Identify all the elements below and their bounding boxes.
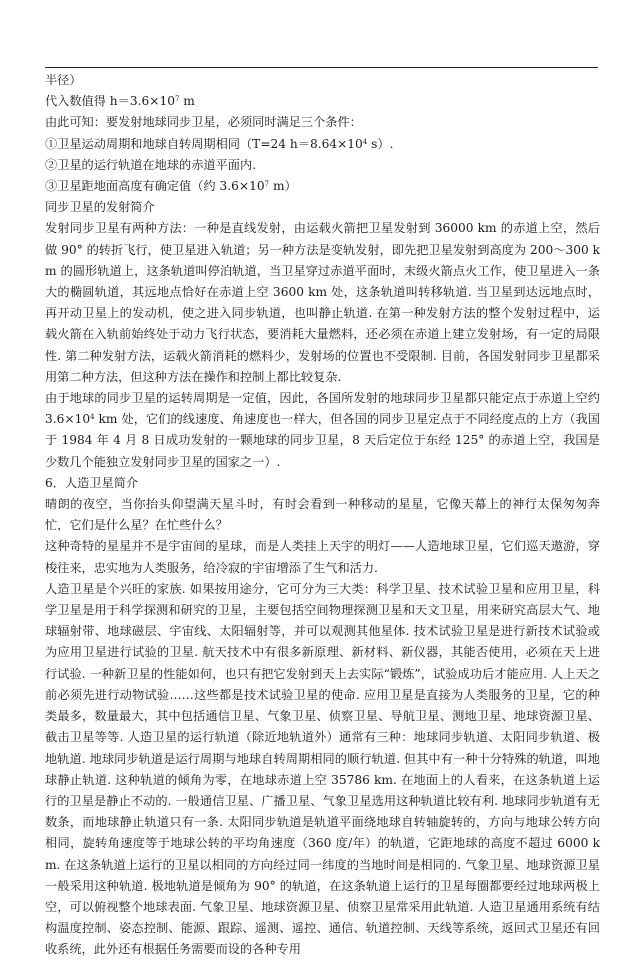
condition-item-2: ②卫星的运行轨道在地球的赤道平面内.	[45, 157, 257, 172]
text-line: 由此可知：要发射地球同步卫星，必须同时满足三个条件：	[45, 115, 362, 130]
formula-line: 代入数值得 $h=3.6\times 10^7$ m	[45, 94, 195, 109]
section-heading: 同步卫星的发射简介	[45, 200, 155, 215]
section-heading: 6．人造卫星简介	[45, 475, 139, 490]
condition-item-3: ③卫星距地面高度有确定值（约 $3.6\times 10^7$ m）	[45, 179, 297, 194]
paragraph-satellite-family: 人造卫星是个兴旺的家族. 如果按用途分，它可分为三大类：科学卫星、技术试验卫星和应用卫星，科学卫星是用于科学探测和研究的卫星，主要包括空间物理探测卫星和天文卫星，用来研究高层大气、地球辐射带、地球磁层、宇宙线、太阳辐射等，并可以观测其他星体. 技术试验卫星是进行新技术试验或为应用卫星进行试验的卫星. 航天技术中有很多新原理、新材料、新仪器，其能否使用，必须在天上进行试验. 一种新卫星的性能如何，也只有把它发射到天上去实际“锻炼”，试验成功后才能应用. 人上天之前必须先进行动物试验……这些都是技术试验卫星的使命. 应用卫星是直接为人类服务的卫星，它的种类最多，数量最大，其中包括通信卫星、气象卫星、侦察卫星、导航卫星、测地卫星、地球资源卫星、截击卫星等等. 人造卫星的运行轨道（除近地轨道外）通常有三种：地球同步轨道、太阳同步轨道、极地轨道. 地球同步轨道是运行周期与地球自转周期相同的顺行轨道. 但其中有一种十分特殊的轨道，叫地球静止轨道. 这种轨道的倾角为零，在地球赤道上空 35786 km. 在地面上的人看来，在这条轨道上运行的卫星是静止不动的. 一般通信卫星、广播卫星、气象卫星选用这种轨道比较有利. 地球同步轨道有无数条，而地球静止轨道只有一条. 太阳同步轨道是轨道平面绕地球自转轴旋转的，方向与地球公转方向相同，旋转角速度等于地球公转的平均角速度（360 度/年）的轨道，它距地球的高度不超过 6000 km. 在这条轨道上运行的卫星以相同的方向经过同一纬度的当地时间是相同的. 气象卫星、地球资源卫星一般采用这种轨道. 极地轨道是倾角为 90° 的轨道，在这条轨道上运行的卫星每圈都要经过地球两极上空，可以俯视整个地球表面. 气象卫星、地球资源卫星、侦察卫星常采用此轨道. 人造卫星通用系统有结构温度控制、姿态控制、能源、跟踪、遥测、遥控、通信、轨道控制、天线等系统，返回式卫星还有回收系统，此外还有根据任务需要而设的各种专用	[45, 581, 600, 957]
condition-item-1: ①卫星运动周期和地球自转周期相同（T=24 $h=8.64\times 10^4$ s）.	[45, 136, 394, 151]
paragraph-satellite-intro: 这种奇特的星星并不是宇宙间的星球，而是人类挂上天宇的明灯——人造地球卫星，它们巡天遨游，穿梭往来，忠实地为人类服务，给冷寂的宇宙增添了生气和活力.	[45, 539, 600, 575]
paragraph-launch-methods: 发射同步卫星有两种方法：一种是直线发射，由运载火箭把卫星发射到 36000 km 的赤道上空，然后做 90° 的转折飞行，使卫星进入轨道；另一种方法是变轨发射，即先把卫星发射到高度为 200～300 km 的圆形轨道上，这条轨道叫停泊轨道，当卫星穿过赤道平面时，末级火箭点火工作，使卫星进入一条大的椭圆轨道，其远地点恰好在赤道上空 3600 km 处，这条轨道叫转移轨道. 当卫星到达远地点时，再开动卫星上的发动机，使之进入同步轨道，也叫静止轨道. 在第一种发射方法的整个发射过程中，运载火箭在入轨前始终处于动力飞行状态，要消耗大量燃料，还必须在赤道上建立发射场，有一定的局限性. 第二种发射方法，运载火箭消耗的燃料少，发射场的位置也不受限制. 目前，各国发射同步卫星都采用第二种方法，但这种方法在操作和控制上都比较复杂.	[45, 221, 600, 384]
paragraph-night-sky: 晴朗的夜空，当你抬头仰望满天星斗时，有时会看到一种移动的星星，它像天幕上的神行太保匆匆奔忙，它们是什么星？在忙些什么？	[45, 497, 600, 533]
paragraph-sync-orbit: 由于地球的同步卫星的运转周期是一定值，因此，各国所发射的地球同步卫星都只能定点于赤道上空约 $3.6\times 10^4$ km 处，它们的线速度、角速度也一样大，但各国的同步卫星定点于不同经度点的上方（我国于 1984 年 4 月 8 日成功发射的一颗地球的同步卫星，8 天后定位于东经 125° 的赤道上空，我国是少数几个能独立发射同步卫星的国家之一）.	[45, 391, 600, 469]
document-body	[45, 70, 600, 961]
text-line: 半径）	[45, 73, 82, 87]
header-rule	[45, 67, 598, 68]
